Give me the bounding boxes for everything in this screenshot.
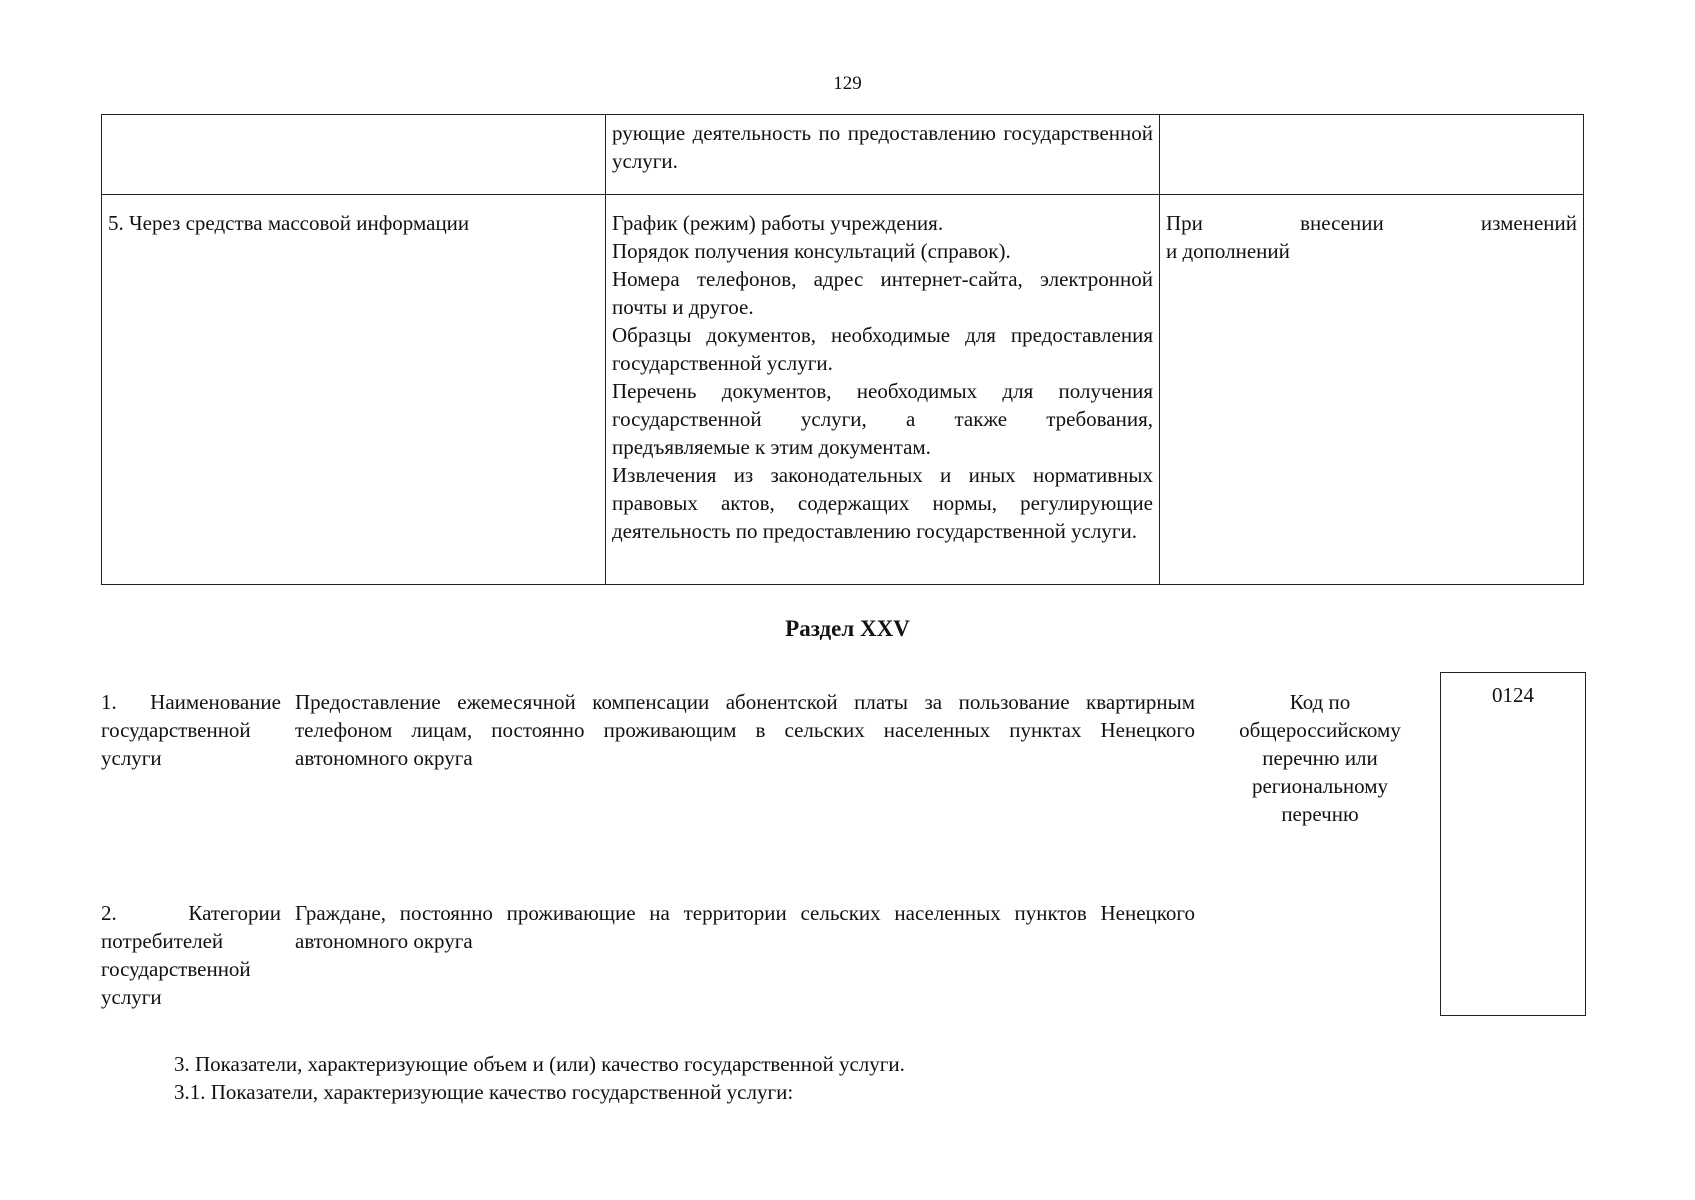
frequency-word: изменений [1480, 211, 1577, 235]
table-cell [1160, 195, 1584, 585]
item1-text: Предоставление ежемесячной компенсации абонентской платы за пользование квартирным телефоном лицам, постоянно проживающим в сельских населенных пунктах Ненецкого автономного округа [295, 690, 1195, 770]
page-number: 129 [833, 73, 862, 94]
list-item: Порядок получения консультаций (справок). [612, 239, 1011, 263]
info-channel: 5. Через средства массовой информации [108, 211, 470, 235]
table-cell [606, 195, 1160, 585]
table-cell [1160, 115, 1584, 195]
table-cell [102, 195, 606, 585]
item2-label: 2. Категории потребителей государственной услуги [101, 901, 281, 1009]
code-box [1440, 672, 1586, 1016]
list-item: График (режим) работы учреждения. [612, 211, 944, 235]
list-item: Извлечения из законодательных и иных нормативных правовых актов, содержащих нормы, регулирующие деятельность по предоставлению государственной услуги. [612, 463, 1153, 543]
info-table [101, 114, 1584, 585]
update-frequency [1166, 209, 1577, 237]
table-row [102, 115, 1584, 195]
code-label: Код по общероссийскому перечню или региональному перечню [1239, 690, 1401, 826]
frequency-word: внесении [1300, 211, 1384, 235]
frequency-word: При [1166, 211, 1203, 235]
table-cell [606, 115, 1160, 195]
item1-label: 1. Наименование государственной услуги [101, 690, 281, 770]
list-item: Номера телефонов, адрес интернет-сайта, электронной почты и другое. [612, 267, 1153, 319]
item2-text: Граждане, постоянно проживающие на территории сельских населенных пунктов Ненецкого автономного округа [295, 901, 1195, 953]
table-row [102, 195, 1584, 585]
list-item: Перечень документов, необходимых для получения государственной услуги, а также требования, предъявляемые к этим документам. [612, 379, 1153, 459]
frequency-line: и дополнений [1166, 239, 1290, 263]
table-cell [102, 115, 606, 195]
section-title: Раздел XXV [785, 616, 910, 641]
cell-text: рующие деятельность по предоставлению государственной услуги. [612, 121, 1153, 173]
indicators-heading: 3. Показатели, характеризующие объем и (или) качество государственной услуги. [174, 1052, 905, 1076]
code-value: 0124 [1492, 683, 1534, 707]
list-item: Образцы документов, необходимые для предоставления государственной услуги. [612, 323, 1153, 375]
quality-indicators-heading: 3.1. Показатели, характеризующие качество государственной услуги: [174, 1080, 794, 1104]
